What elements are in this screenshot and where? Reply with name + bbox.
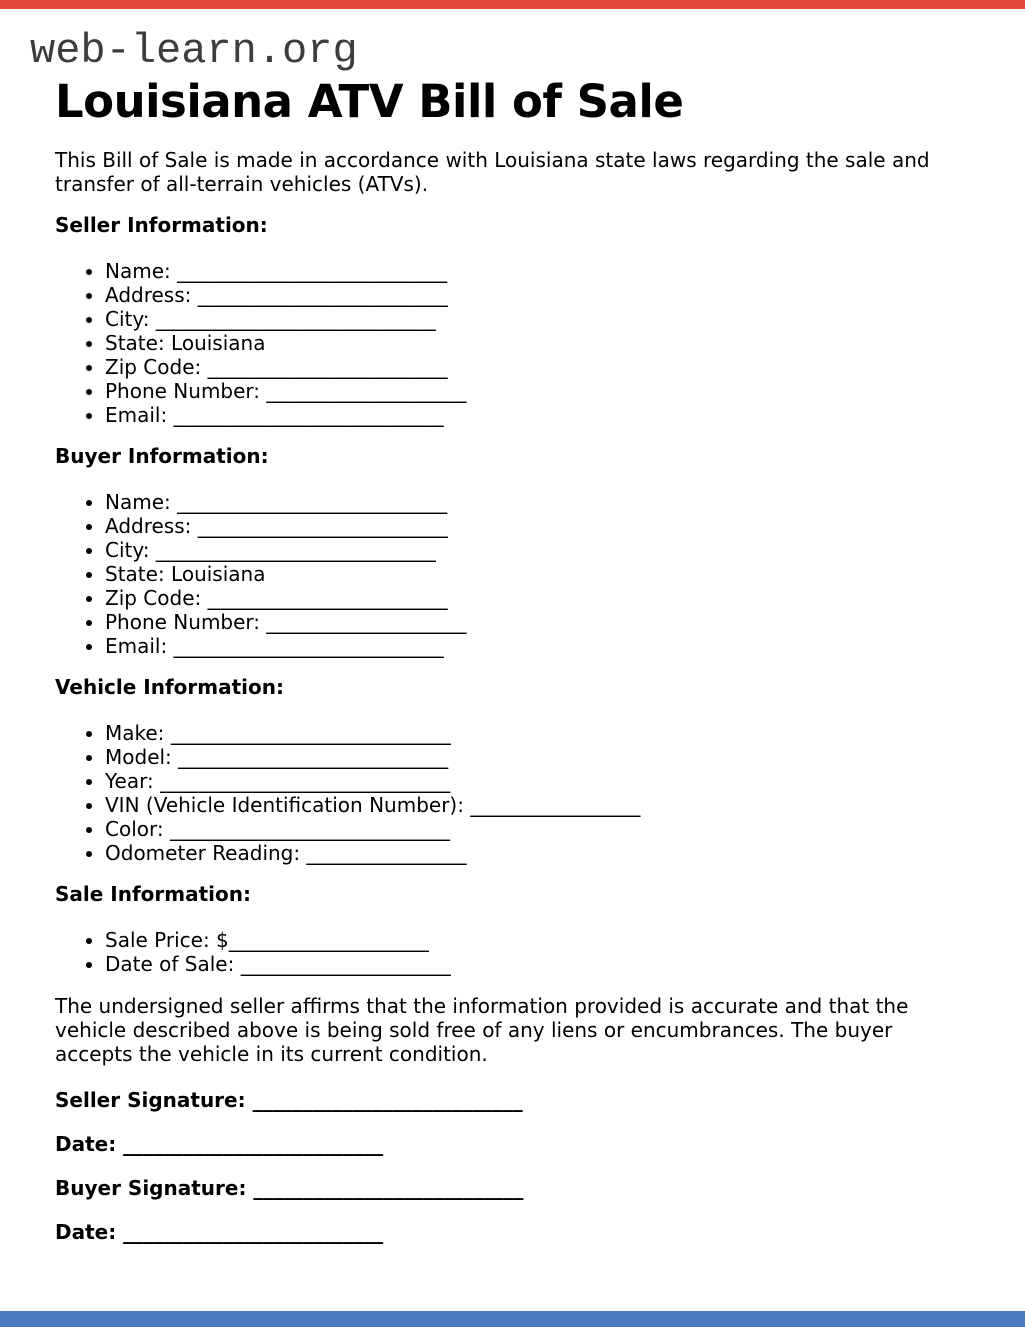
section-heading-vehicle-information: Vehicle Information: bbox=[55, 675, 284, 699]
section-sale-information bbox=[55, 882, 975, 976]
field-list bbox=[55, 259, 975, 427]
signature-line-date-1: Date: __________________________ bbox=[55, 1132, 384, 1156]
field-sale-price: • Sale Price: $____________________ bbox=[105, 928, 975, 952]
field-address: • Address: _________________________ bbox=[105, 514, 975, 538]
signature-line-buyer-signature-2: Buyer Signature: ___________________________ bbox=[55, 1176, 524, 1200]
field-name: • Name: ___________________________ bbox=[105, 490, 975, 514]
field-city: • City: ____________________________ bbox=[105, 538, 975, 562]
field-email: • Email: ___________________________ bbox=[105, 403, 975, 427]
form-sections bbox=[55, 213, 975, 976]
bottom-accent-bar bbox=[0, 1311, 1025, 1327]
section-heading-seller-information: Seller Information: bbox=[55, 213, 268, 237]
field-odometer-reading: • Odometer Reading: ________________ bbox=[105, 841, 975, 865]
field-year: • Year: _____________________________ bbox=[105, 769, 975, 793]
signature-line-date-3: Date: __________________________ bbox=[55, 1220, 384, 1244]
section-heading-buyer-information: Buyer Information: bbox=[55, 444, 269, 468]
intro-paragraph: This Bill of Sale is made in accordance with Louisiana state laws regarding the sale and transfer of all-terrain vehicles (ATVs). bbox=[55, 148, 930, 196]
section-seller-information bbox=[55, 213, 975, 427]
field-make: • Make: ____________________________ bbox=[105, 721, 975, 745]
field-state: • State: Louisiana bbox=[105, 562, 975, 586]
field-zip-code: • Zip Code: ________________________ bbox=[105, 355, 975, 379]
section-vehicle-information bbox=[55, 675, 975, 865]
field-list bbox=[55, 490, 975, 658]
field-phone-number: • Phone Number: ____________________ bbox=[105, 610, 975, 634]
field-date-of-sale: • Date of Sale: _____________________ bbox=[105, 952, 975, 976]
field-model: • Model: ___________________________ bbox=[105, 745, 975, 769]
field-vin-vehicle-identification-number: • VIN (Vehicle Identification Number): _________________ bbox=[105, 793, 975, 817]
page-title: Louisiana ATV Bill of Sale bbox=[55, 75, 684, 128]
top-accent-bar bbox=[0, 0, 1025, 9]
affirmation-paragraph: The undersigned seller affirms that the information provided is accurate and that the vehicle described above is being sold free of any liens or encumbrances. The buyer accepts the vehicle in its current condition. bbox=[55, 994, 909, 1066]
field-list bbox=[55, 928, 975, 976]
section-buyer-information bbox=[55, 444, 975, 658]
field-state: • State: Louisiana bbox=[105, 331, 975, 355]
field-name: • Name: ___________________________ bbox=[105, 259, 975, 283]
signature-block bbox=[55, 1088, 975, 1244]
field-color: • Color: ____________________________ bbox=[105, 817, 975, 841]
field-zip-code: • Zip Code: ________________________ bbox=[105, 586, 975, 610]
site-logo: web-learn.org bbox=[30, 27, 358, 75]
field-address: • Address: _________________________ bbox=[105, 283, 975, 307]
field-city: • City: ____________________________ bbox=[105, 307, 975, 331]
field-phone-number: • Phone Number: ____________________ bbox=[105, 379, 975, 403]
signature-line-seller-signature-0: Seller Signature: ___________________________ bbox=[55, 1088, 523, 1112]
field-list bbox=[55, 721, 975, 865]
field-email: • Email: ___________________________ bbox=[105, 634, 975, 658]
section-heading-sale-information: Sale Information: bbox=[55, 882, 251, 906]
